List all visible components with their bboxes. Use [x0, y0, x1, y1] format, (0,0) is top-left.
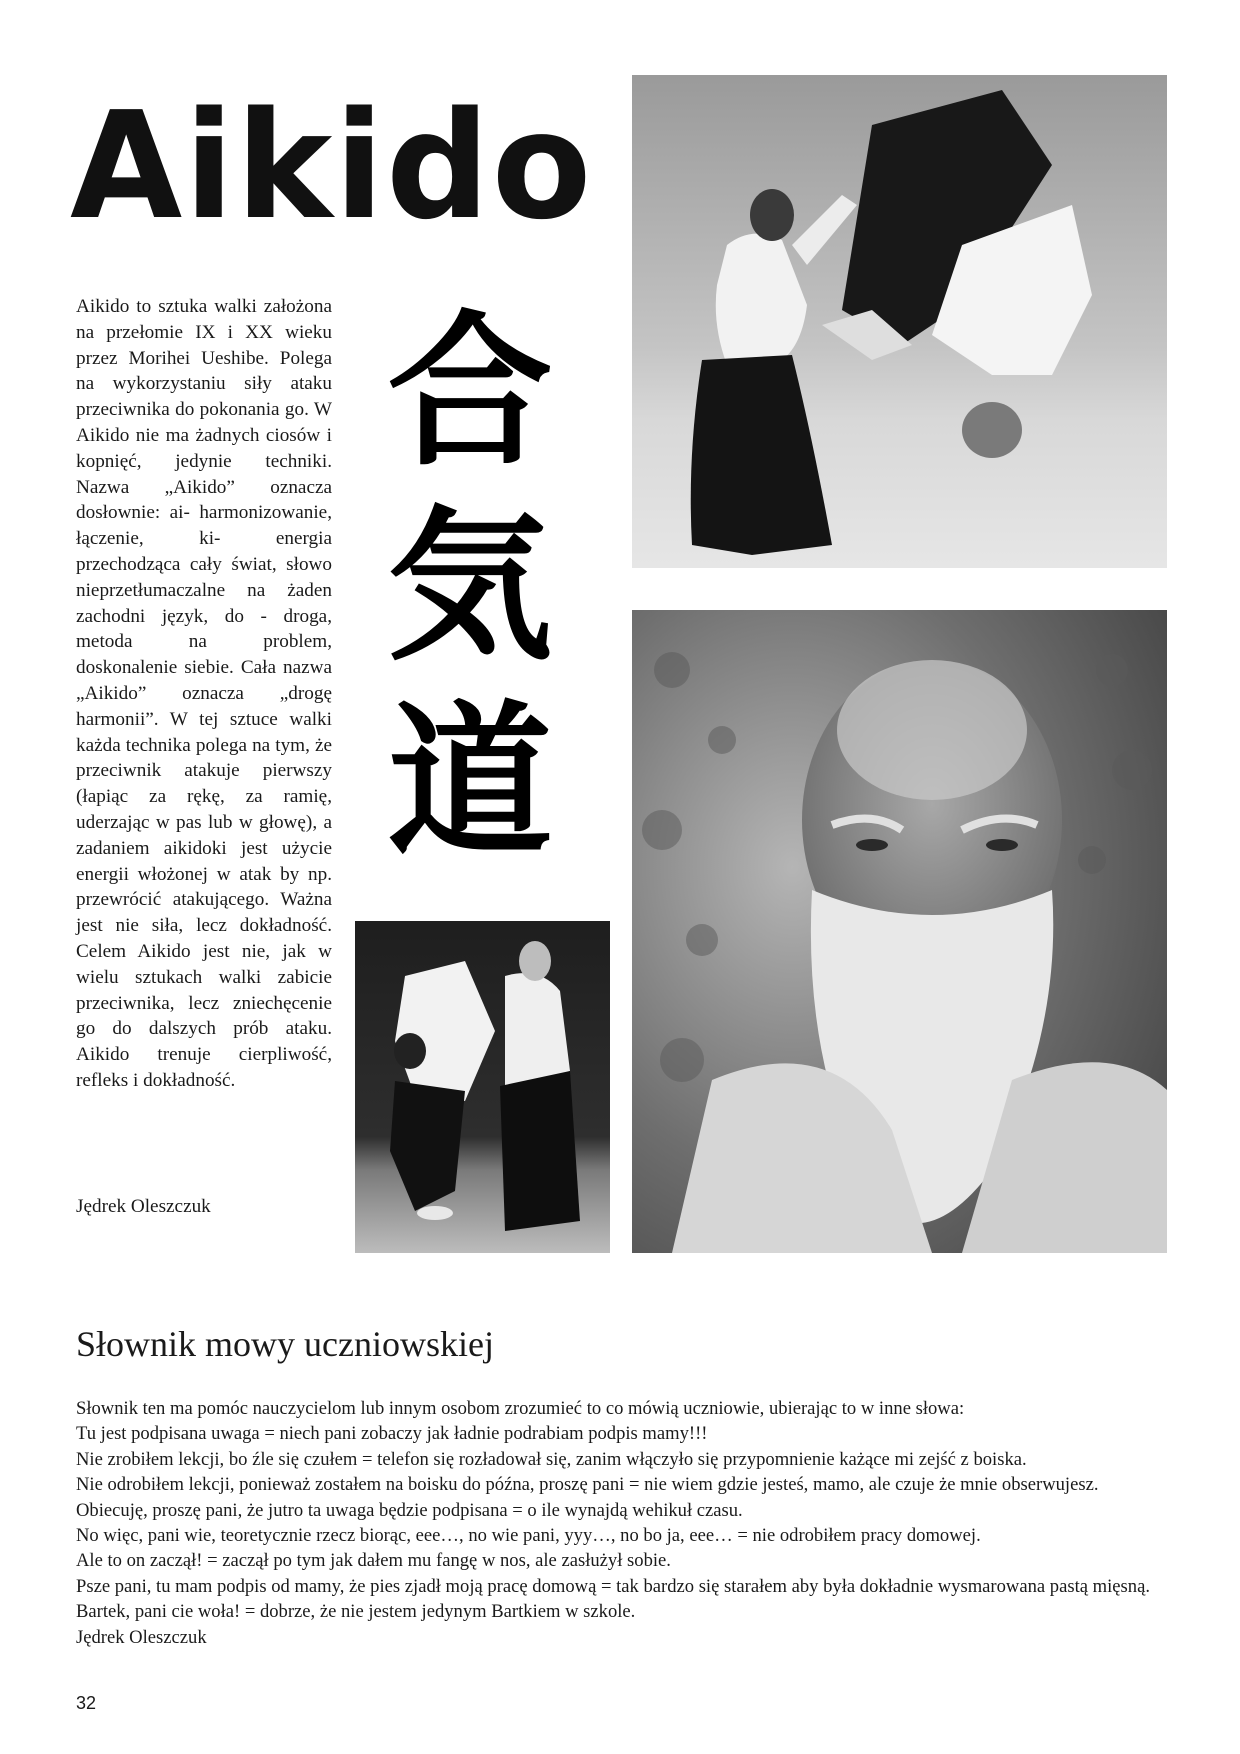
aikido-article-text: Aikido to sztuka walki założona na przełomie IX i XX wieku przez Morihei Ueshibe. Polega na wykorzystaniu siły ataku przeciwnika do pokonania go. W Aikido nie ma żadnych ciosów i kopnięć, jedynie techniki. Nazwa „Aikido” oznacza dosłownie: ai- harmonizowanie, łączenie, ki- energia przechodząca cały świat, słowo nieprzetłumaczalne na żaden zachodni język, do - droga, metoda na problem, doskonalenie siebie. Cała nazwa „Aikido” oznacza „drogę harmonii”. W tej sztuce walki każda technika polega na tym, że przeciwnik atakuje pierwszy (łapiąc za rękę, za ramię, uderzając w pas lub w głowę), a zadaniem aikidoki jest użycie energii włożonej w atak by np. przewrócić atakującego. Ważna jest nie siła, lecz dokładność. Celem Aikido jest nie, jak w wielu sztukach walki zabicie przeciwnika, lecz zniechęcenie go do dalszych prób ataku. Aikido trenuje cierpliwość, refleks i dokładność. — [76, 296, 332, 1091]
glossary-line: Ale to on zaczął! = zaczął po tym jak dałem mu fangę w nos, ale zasłużył sobie. — [76, 1550, 671, 1572]
glossary-line: No więc, pani wie, teoretycznie rzecz biorąc, eee…, no wie pani, yyy…, no bo ja, eee… = nie odrobiłem pracy domowej. — [76, 1525, 981, 1547]
kanji-ai: 合 — [387, 296, 553, 488]
glossary-line: Psze pani, tu mam podpis od mamy, że pies zjadł moją pracę domową = tak bardzo się starałem aby była dokładnie wysmarowana pastą mięsną. — [76, 1575, 1150, 1597]
glossary-body — [76, 1396, 1171, 1650]
founder-portrait-photo — [632, 610, 1167, 1253]
glossary-line: Tu jest podpisana uwaga = niech pani zobaczy jak ładnie podrabiam podpis mamy!!! — [76, 1423, 708, 1445]
glossary-line: Obiecuję, proszę pani, że jutro ta uwaga będzie podpisana = o ile wynajdą wehikuł czasu. — [76, 1499, 743, 1521]
glossary-line: Nie zrobiłem lekcji, bo źle się czułem = telefon się rozładował się, zanim włączyło się przypomnienie każące mi zejść z boiska. — [76, 1448, 1027, 1470]
glossary-line: Bartek, pani cie woła! = dobrze, że nie jestem jedynym Bartkiem w szkole. — [76, 1601, 636, 1623]
aikido-kanji-column — [370, 295, 570, 880]
aikido-article-author: Jędrek Oleszczuk — [76, 1196, 211, 1217]
page-number: 32 — [76, 1693, 97, 1713]
aikido-demonstration-photo — [355, 921, 610, 1253]
glossary-author: Jędrek Oleszczuk — [76, 1626, 207, 1648]
aikido-throw-photo — [632, 75, 1167, 568]
kanji-ki: 気 — [387, 491, 553, 683]
page-title: Aikido — [70, 80, 594, 252]
glossary-title: Słownik mowy uczniowskiej — [76, 1324, 494, 1364]
glossary-line: Nie odrobiłem lekcji, ponieważ zostałem na boisku do późna, proszę pani = nie wiem gdzie jesteś, mamo, ale czuje że mnie obserwujesz. — [76, 1474, 1099, 1496]
kanji-do: 道 — [387, 686, 553, 878]
glossary-line: Słownik ten ma pomóc nauczycielom lub innym osobom zrozumieć to co mówią uczniowie, ubierając to w inne słowa: — [76, 1398, 965, 1419]
